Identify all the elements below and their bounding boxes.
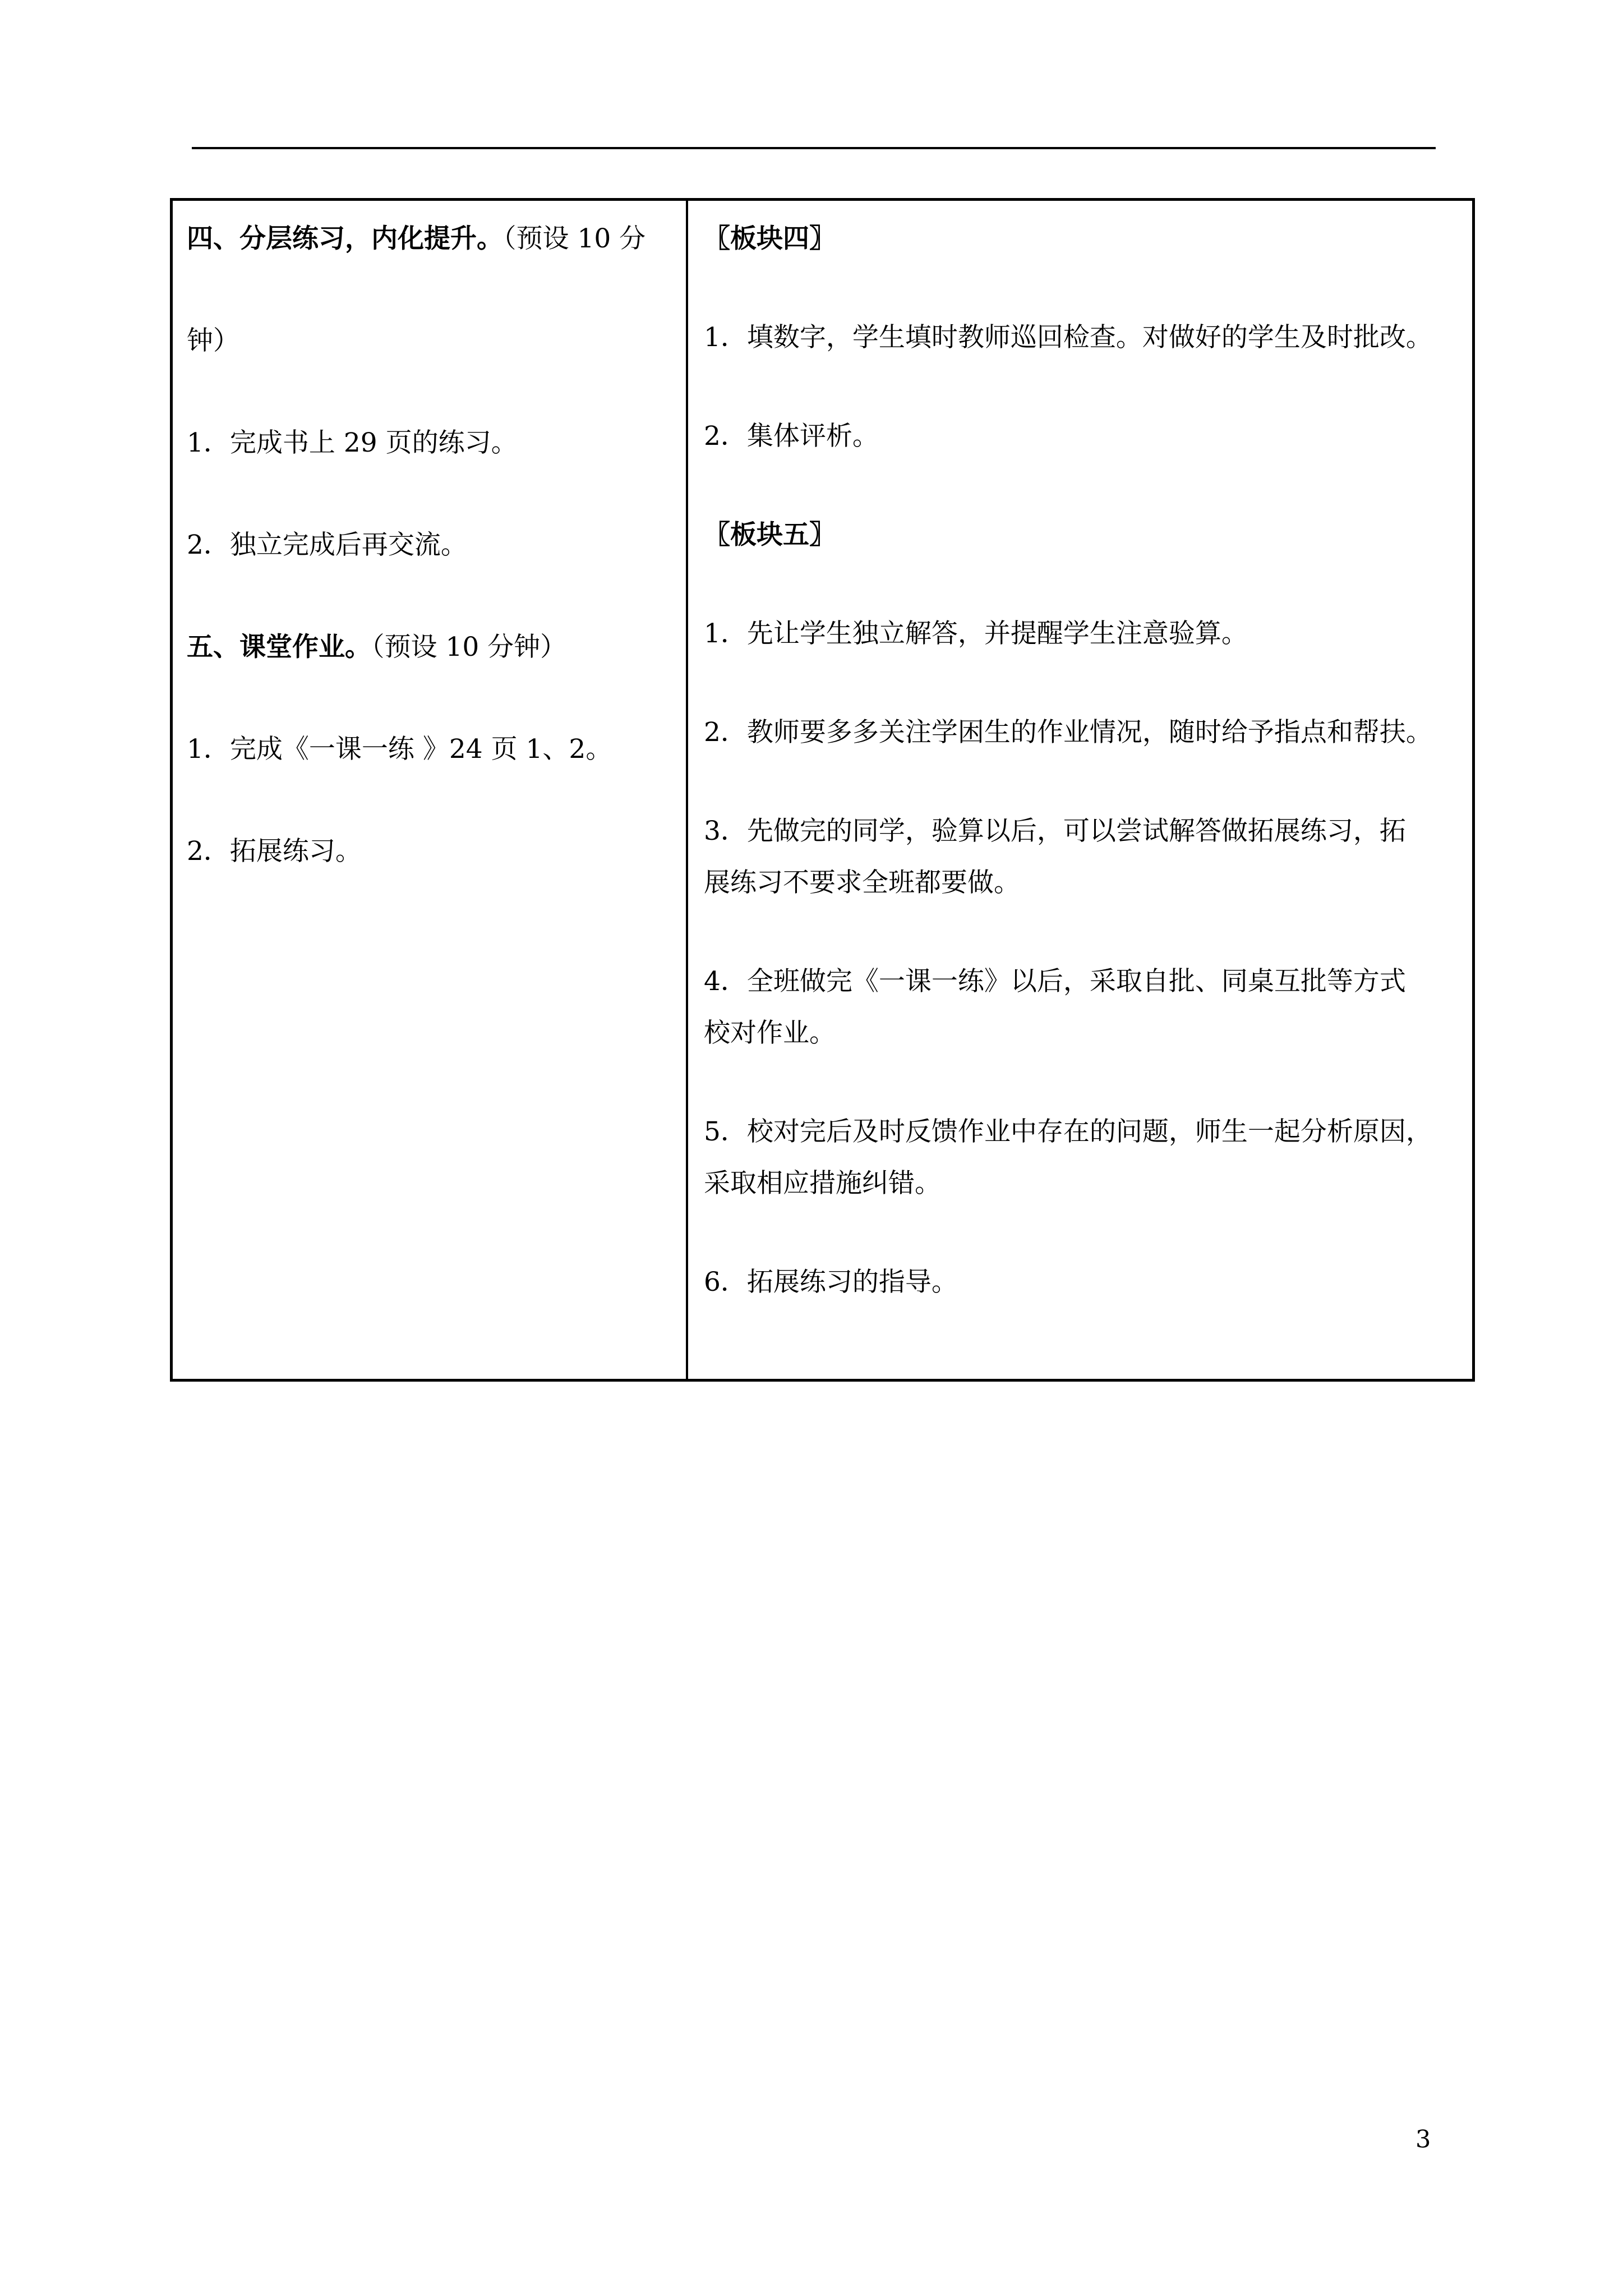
block5-item-3-cont: 展练习不要求全班都要做。 bbox=[704, 867, 1020, 898]
page-number: 3 bbox=[1415, 2125, 1431, 2154]
block5-item-4-cont: 校对作业。 bbox=[704, 1018, 836, 1048]
section4-heading: 四、分层练习，内化提升。 bbox=[187, 223, 503, 254]
section5-item-2: 2．拓展练习。 bbox=[187, 836, 362, 867]
lesson-plan-table bbox=[170, 198, 1475, 1382]
section5-item-1: 1．完成《一课一练 》24 页 1、2。 bbox=[187, 734, 612, 765]
block5-item-5-cont: 采取相应措施纠错。 bbox=[704, 1168, 941, 1199]
block5-item-5: 5．校对完后及时反馈作业中存在的问题，师生一起分析原因， bbox=[704, 1116, 1432, 1147]
section4-heading-line bbox=[187, 213, 686, 265]
block5-heading: 〖板块五〗 bbox=[704, 519, 836, 550]
block4-item-1: 1．填数字，学生填时教师巡回检查。对做好的学生及时批改。 bbox=[704, 322, 1432, 353]
section5-heading-line bbox=[187, 622, 686, 673]
section5-timing: （预设 10 分钟） bbox=[371, 632, 567, 662]
block4-heading: 〖板块四〗 bbox=[704, 223, 836, 254]
guidance-column bbox=[688, 201, 1472, 1379]
block5-item-1: 1．先让学生独立解答，并提醒学生注意验算。 bbox=[704, 618, 1248, 649]
block5-item-6: 6．拓展练习的指导。 bbox=[704, 1267, 958, 1297]
section4-item-2: 2．独立完成后再交流。 bbox=[187, 530, 467, 560]
block5-item-2: 2．教师要多多关注学困生的作业情况，随时给予指点和帮扶。 bbox=[704, 717, 1432, 748]
block5-item-4: 4．全班做完《一课一练》以后，采取自批、同桌互批等方式 bbox=[704, 966, 1406, 997]
section4-timing-cont: 钟） bbox=[187, 325, 239, 356]
block4-item-2: 2．集体评析。 bbox=[704, 421, 879, 452]
section4-item-1: 1．完成书上 29 页的练习。 bbox=[187, 427, 518, 458]
section5-heading: 五、课堂作业。 bbox=[187, 632, 371, 662]
header-rule bbox=[192, 147, 1436, 149]
activities-column bbox=[173, 201, 688, 1379]
block5-item-3: 3．先做完的同学，验算以后，可以尝试解答做拓展练习，拓 bbox=[704, 816, 1406, 846]
section4-timing: （预设 10 分 bbox=[503, 223, 646, 254]
